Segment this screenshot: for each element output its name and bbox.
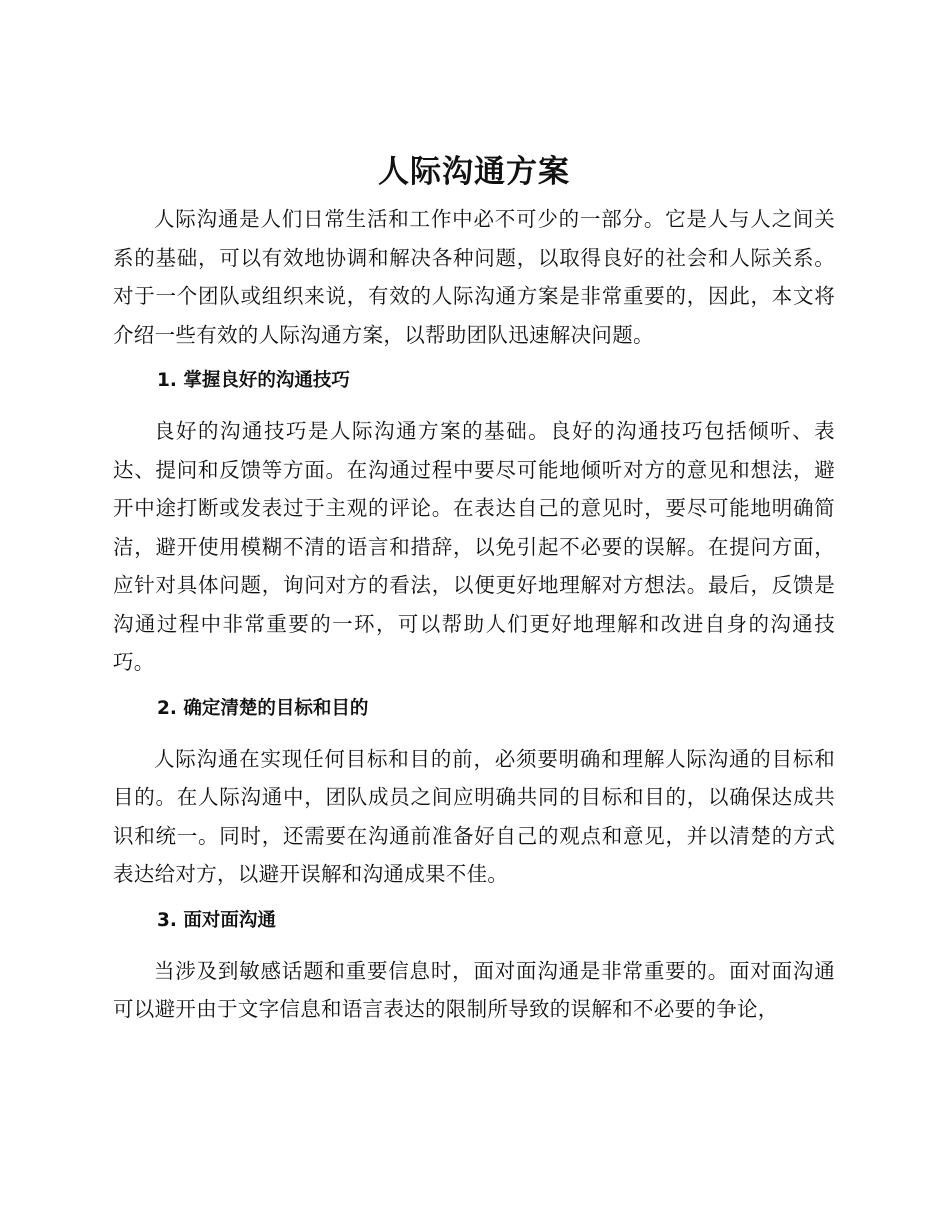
section-heading: 2. 确定清楚的目标和目的 [157,697,369,719]
section-body: 人际沟通在实现任何目标和目的前，必须要明确和理解人际沟通的目标和目的。在人际沟通中，团队成员之间应明确共同的目标和目的，以确保达成共识和统一。同时，还需要在沟通前准备好自己的观点和意见，并以清楚的方式表达给对方，以避开误解和沟通成果不佳。 [113,746,835,886]
section-heading: 3. 面对面沟通 [157,909,276,931]
section-3 [113,906,835,1029]
intro-paragraph: 人际沟通是人们日常生活和工作中必不可少的一部分。它是人与人之间关系的基础，可以有效地协调和解决各种问题，以取得良好的社会和人际关系。对于一个团队或组织来说，有效的人际沟通方案是非常重要的，因此，本文将介绍一些有效的人际沟通方案，以帮助团队迅速解决问题。 [113,207,835,347]
document-title: 人际沟通方案 [378,154,570,190]
document-page [113,150,835,1029]
section-1 [113,366,835,682]
section-body: 良好的沟通技巧是人际沟通方案的基础。良好的沟通技巧包括倾听、表达、提问和反馈等方面。在沟通过程中要尽可能地倾听对方的意见和想法，避开中途打断或发表过于主观的评论。在表达自己的意见时，要尽可能地明确简洁，避开使用模糊不清的语言和措辞，以免引起不必要的误解。在提问方面，应针对具体问题，询问对方的看法，以便更好地理解对方想法。最后，反馈是沟通过程中非常重要的一环，可以帮助人们更好地理解和改进自身的沟通技巧。 [113,419,835,674]
section-heading: 1. 掌握良好的沟通技巧 [157,370,350,391]
section-body: 当涉及到敏感话题和重要信息时，面对面沟通是非常重要的。面对面沟通可以避开由于文字信息和语言表达的限制所导致的误解和不必要的争论， [113,958,835,1021]
section-2 [113,694,835,894]
